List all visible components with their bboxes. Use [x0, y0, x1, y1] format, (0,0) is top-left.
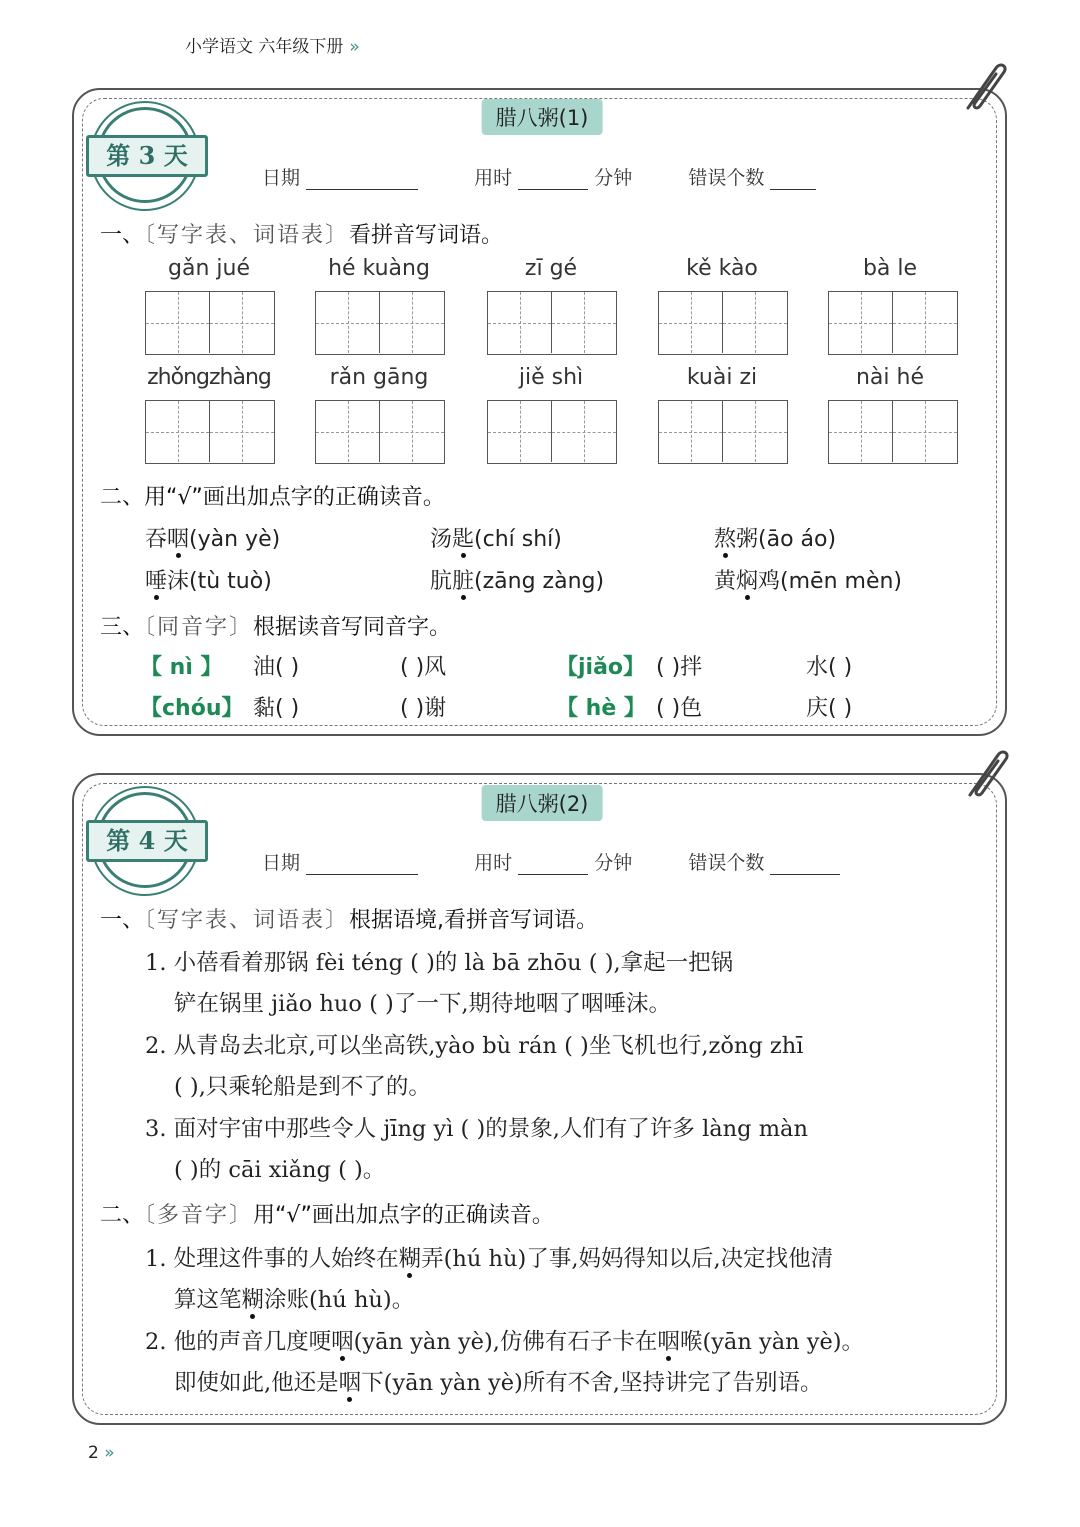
section-instruction: 看拼音写词语。 [349, 223, 504, 248]
paperclip-icon [958, 58, 1008, 118]
date-label: 日期 [262, 167, 301, 189]
context-sentence[interactable]: 1. 小蓓看着那锅 fèi téng ( )的 là bā zhōu ( ),拿起一把锅 [145, 950, 734, 976]
polyphone-sentence[interactable]: 算这笔糊涂账(hú hù)。 [174, 1287, 415, 1313]
section-tag: 〔同音字〕 [144, 615, 254, 640]
pinyin-label: nài hé [855, 365, 924, 390]
homophone-blank[interactable]: ( )谢 [400, 696, 447, 721]
section-number: 一、 [100, 908, 145, 933]
homophone-key: 【 nì 】 [140, 655, 223, 680]
homophone-blank[interactable]: ( )拌 [656, 655, 703, 680]
section-instruction: 用“√”画出加点字的正确读音。 [253, 1203, 554, 1228]
page-number-text: 2 [88, 1443, 99, 1463]
section-1-heading [100, 903, 598, 934]
section-instruction: 根据语境,看拼音写词语。 [349, 908, 599, 933]
context-sentence[interactable]: ( )的 cāi xiǎng ( )。 [174, 1157, 386, 1183]
date-label: 日期 [262, 852, 301, 874]
writing-grid[interactable] [315, 291, 445, 355]
writing-grid[interactable] [658, 291, 788, 355]
book-header [185, 32, 360, 57]
page-number [88, 1443, 115, 1463]
date-field[interactable] [306, 169, 418, 190]
context-sentence[interactable]: 3. 面对宇宙中那些令人 jīng yì ( )的景象,人们有了许多 làng màn [145, 1116, 808, 1142]
homophone-blank[interactable]: ( )风 [400, 655, 447, 680]
pinyin-label: gǎn jué [168, 256, 250, 281]
time-field[interactable] [518, 169, 588, 190]
homophone-key: 【 hè 】 [556, 696, 646, 721]
context-sentence[interactable]: 铲在锅里 jiǎo huo ( )了一下,期待地咽了咽唾沫。 [174, 991, 671, 1017]
errors-label: 错误个数 [688, 852, 765, 874]
pinyin-label: kuài zi [686, 365, 758, 390]
homophone-blank[interactable]: ( )色 [656, 696, 703, 721]
writing-grid[interactable] [828, 291, 958, 355]
section-number: 三、 [100, 615, 145, 640]
section-1-heading [100, 218, 503, 249]
pinyin-label: kě kào [686, 256, 758, 281]
meta-row [262, 163, 816, 190]
day-badge [86, 792, 208, 894]
day-badge-label: 第 3 天 [86, 135, 208, 177]
time-label: 用时 [474, 852, 513, 874]
pronunciation-item[interactable]: 唾沫(tù tuò) [145, 569, 272, 594]
section-tag: 〔写字表、词语表〕 [144, 223, 350, 248]
section-2-heading [100, 480, 445, 511]
section-number: 二、 [100, 485, 145, 510]
section-number: 二、 [100, 1203, 145, 1228]
errors-field[interactable] [770, 854, 840, 875]
pronunciation-item[interactable]: 肮脏(zāng zàng) [430, 569, 605, 594]
context-sentence[interactable]: ( ),只乘轮船是到不了的。 [174, 1074, 431, 1100]
pronunciation-item[interactable]: 熬粥(āo áo) [714, 527, 837, 552]
pinyin-label: rǎn gāng [329, 365, 429, 390]
lesson-title: 腊八粥(1) [482, 99, 603, 135]
polyphone-sentence[interactable]: 2. 他的声音几度哽咽(yān yàn yè),仿佛有石子卡在咽喉(yān yàn yè)。 [145, 1329, 865, 1355]
errors-label: 错误个数 [688, 167, 765, 189]
polyphone-sentence[interactable]: 1. 处理这件事的人始终在糊弄(hú hù)了事,妈妈得知以后,决定找他清 [145, 1246, 834, 1272]
homophone-blank[interactable]: 水( ) [806, 655, 853, 680]
section-3-heading [100, 610, 451, 641]
section-tag: 〔写字表、词语表〕 [144, 908, 350, 933]
homophone-blank[interactable]: 油( ) [253, 655, 300, 680]
section-instruction: 用“√”画出加点字的正确读音。 [144, 485, 445, 510]
pinyin-label: hé kuàng [328, 256, 430, 281]
paperclip-icon [960, 745, 1010, 805]
pinyin-label: jiě shì [518, 365, 584, 390]
section-instruction: 根据读音写同音字。 [253, 615, 452, 640]
double-chevron-icon: » [104, 1443, 115, 1463]
day-badge-label: 第 4 天 [86, 820, 208, 862]
writing-grid[interactable] [315, 400, 445, 464]
homophone-blank[interactable]: 庆( ) [806, 696, 853, 721]
pinyin-label: zī gé [524, 256, 578, 281]
pinyin-label: bà le [862, 256, 918, 281]
pronunciation-item[interactable]: 汤匙(chí shí) [430, 527, 562, 552]
time-unit: 分钟 [594, 167, 633, 189]
writing-grid[interactable] [828, 400, 958, 464]
lesson-title: 腊八粥(2) [482, 785, 603, 821]
polyphone-sentence[interactable]: 即使如此,他还是咽下(yān yàn yè)所有不舍,坚持讲完了告别语。 [174, 1370, 823, 1396]
context-sentence[interactable]: 2. 从青岛去北京,可以坐高铁,yào bù rán ( )坐飞机也行,zǒng zhī [145, 1033, 804, 1059]
homophone-key: 【jiǎo】 [556, 655, 646, 680]
writing-grid[interactable] [145, 291, 275, 355]
homophone-blank[interactable]: 黏( ) [253, 696, 300, 721]
pronunciation-item[interactable]: 吞咽(yàn yè) [145, 527, 281, 552]
writing-grid[interactable] [145, 400, 275, 464]
day-badge [86, 107, 208, 209]
writing-grid[interactable] [487, 400, 617, 464]
book-title: 小学语文 六年级下册 [185, 37, 344, 57]
pronunciation-item[interactable]: 黄焖鸡(mēn mèn) [714, 569, 903, 594]
errors-field[interactable] [770, 169, 816, 190]
writing-grid[interactable] [658, 400, 788, 464]
time-label: 用时 [474, 167, 513, 189]
date-field[interactable] [306, 854, 418, 875]
writing-grid[interactable] [487, 291, 617, 355]
section-2-heading [100, 1198, 554, 1229]
meta-row [262, 848, 840, 875]
time-field[interactable] [518, 854, 588, 875]
section-tag: 〔多音字〕 [144, 1203, 254, 1228]
section-number: 一、 [100, 223, 145, 248]
double-chevron-icon: » [349, 37, 360, 57]
pinyin-label: zhǒngzhàng [147, 365, 271, 390]
time-unit: 分钟 [594, 852, 633, 874]
homophone-key: 【chóu】 [140, 696, 244, 721]
